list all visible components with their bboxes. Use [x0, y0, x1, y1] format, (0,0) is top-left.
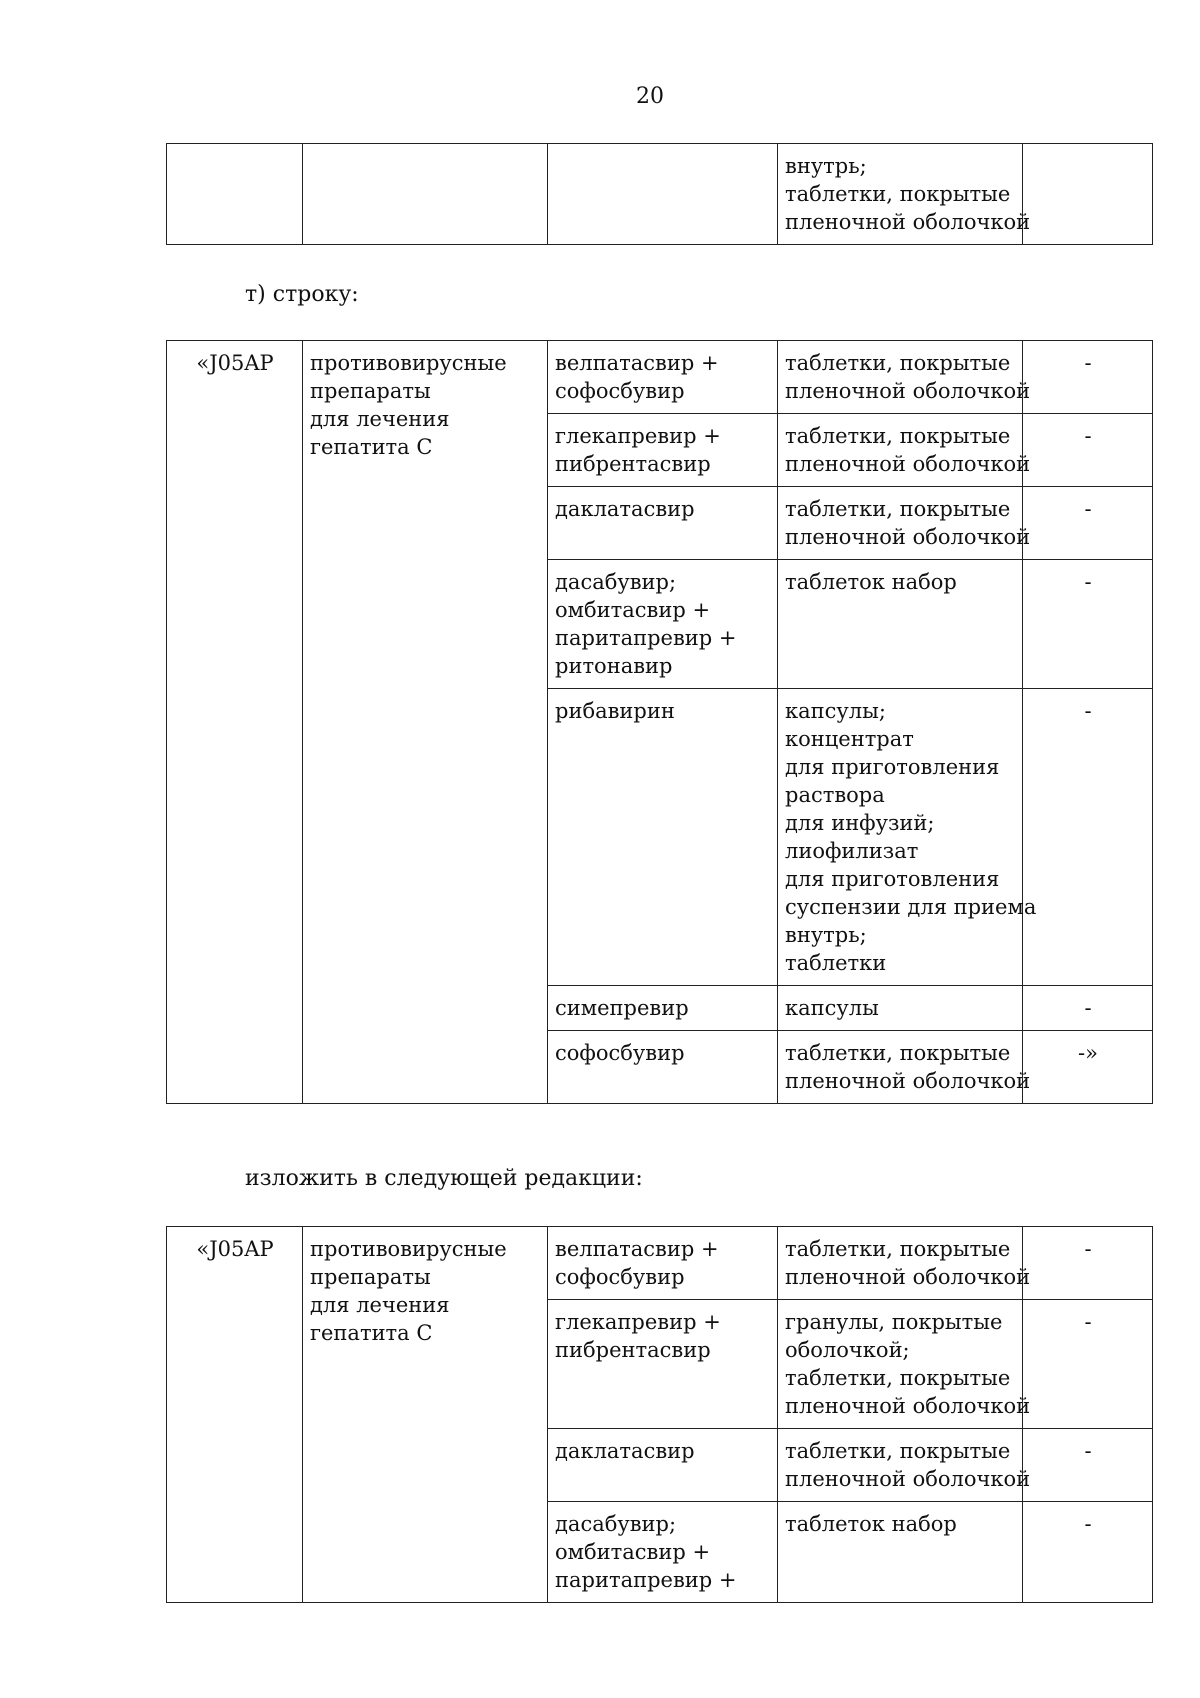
drug-name	[548, 487, 778, 560]
note-cell: -	[1023, 1429, 1153, 1502]
dosage-form	[778, 414, 1031, 487]
form-line: таблеток набор	[785, 570, 957, 594]
drug-line: даклатасвир	[555, 1439, 695, 1463]
dosage-form	[778, 1227, 1031, 1300]
paragraph-t: т) строку:	[245, 282, 359, 307]
form-line: внутрь;	[785, 154, 867, 178]
dosage-form	[778, 487, 1031, 560]
atc-code: «J05AP	[167, 341, 303, 1104]
dosage-form	[778, 986, 1023, 1031]
drug-name	[548, 689, 778, 986]
table-row	[167, 144, 1153, 245]
drug-line: пибрентасвир	[555, 1338, 711, 1362]
form-line: раствора	[785, 783, 885, 807]
note-cell: -	[1023, 560, 1153, 689]
group-line: для лечения	[310, 407, 450, 431]
cell-code	[167, 144, 303, 245]
drug-line: рибавирин	[555, 699, 675, 723]
drug-line: паритапревир +	[555, 626, 737, 650]
dosage-form	[778, 689, 1037, 986]
form-line: таблетки, покрытые	[785, 182, 1011, 206]
drug-line: велпатасвир +	[555, 1237, 719, 1261]
drug-line: даклатасвир	[555, 497, 695, 521]
drug-line: ритонавир	[555, 654, 673, 678]
form-line: пленочной оболочкой	[785, 1265, 1031, 1289]
form-line: таблетки, покрытые	[785, 1041, 1011, 1065]
group-line: для лечения	[310, 1293, 450, 1317]
form-line: концентрат	[785, 727, 914, 751]
dosage-form	[778, 1429, 1031, 1502]
form-line: внутрь;	[785, 923, 867, 947]
form-line: таблетки, покрытые	[785, 1366, 1011, 1390]
form-line: таблетки	[785, 951, 887, 975]
note-cell: -	[1023, 1300, 1153, 1429]
form-line: пленочной оболочкой	[785, 210, 1031, 234]
table-row	[167, 341, 1153, 414]
drug-line: омбитасвир +	[555, 1540, 711, 1564]
drug-group	[303, 1227, 548, 1603]
drug-line: симепревир	[555, 996, 689, 1020]
note-cell: -	[1023, 986, 1153, 1031]
form-line: пленочной оболочкой	[785, 452, 1031, 476]
drug-line: дасабувир;	[555, 1512, 677, 1536]
form-line: пленочной оболочкой	[785, 525, 1031, 549]
form-line: капсулы;	[785, 699, 886, 723]
form-line: лиофилизат	[785, 839, 919, 863]
form-line: гранулы, покрытые	[785, 1310, 1003, 1334]
form-line: для приготовления	[785, 867, 1000, 891]
group-line: гепатита С	[310, 1321, 433, 1345]
drug-name	[548, 560, 778, 689]
drug-line: дасабувир;	[555, 570, 677, 594]
form-line: таблетки, покрытые	[785, 497, 1011, 521]
drug-name	[548, 414, 778, 487]
group-line: препараты	[310, 1265, 431, 1289]
drug-name	[548, 1300, 778, 1429]
drug-name	[548, 1502, 778, 1603]
form-line: оболочкой;	[785, 1338, 910, 1362]
note-cell: -	[1023, 414, 1153, 487]
form-line: капсулы	[785, 996, 879, 1020]
drug-name	[548, 1429, 778, 1502]
form-line: суспензии для приема	[785, 895, 1037, 919]
dosage-form	[778, 1300, 1031, 1429]
cell-form	[778, 144, 1031, 245]
group-line: противовирусные	[310, 1237, 507, 1261]
dosage-form	[778, 341, 1031, 414]
drug-line: пибрентасвир	[555, 452, 711, 476]
drug-name	[548, 986, 778, 1031]
form-line: таблетки, покрытые	[785, 1439, 1011, 1463]
note-cell: -	[1023, 487, 1153, 560]
drug-name	[548, 341, 778, 414]
group-line: препараты	[310, 379, 431, 403]
cell-group	[303, 144, 548, 245]
drug-line: софосбувир	[555, 1265, 685, 1289]
paragraph-izlozhit: изложить в следующей редакции:	[245, 1166, 643, 1191]
form-line: пленочной оболочкой	[785, 1467, 1031, 1491]
drug-group	[303, 341, 548, 1104]
note-cell: -	[1023, 689, 1153, 986]
atc-code: «J05AP	[167, 1227, 303, 1603]
form-line: для приготовления	[785, 755, 1000, 779]
form-line: таблетки, покрытые	[785, 1237, 1011, 1261]
form-line: для инфузий;	[785, 811, 935, 835]
dosage-form	[778, 1502, 1023, 1603]
form-line: таблетки, покрытые	[785, 424, 1011, 448]
drug-line: софосбувир	[555, 1041, 685, 1065]
drug-name	[548, 1031, 778, 1104]
drug-line: глекапревир +	[555, 1310, 721, 1334]
continuation-table	[166, 143, 1153, 245]
note-cell: -	[1023, 1502, 1153, 1603]
cell-note	[1023, 144, 1153, 245]
form-line: таблеток набор	[785, 1512, 957, 1536]
form-line: пленочной оболочкой	[785, 379, 1031, 403]
form-line: пленочной оболочкой	[785, 1069, 1031, 1093]
page-number: 20	[636, 84, 664, 109]
group-line: гепатита С	[310, 435, 433, 459]
table-row	[167, 1227, 1153, 1300]
cell-drug	[548, 144, 778, 245]
drug-line: велпатасвир +	[555, 351, 719, 375]
form-line: пленочной оболочкой	[785, 1394, 1031, 1418]
drug-line: паритапревир +	[555, 1568, 737, 1592]
note-cell: -	[1023, 1227, 1153, 1300]
dosage-form	[778, 1031, 1031, 1104]
dosage-form	[778, 560, 1023, 689]
drug-line: омбитасвир +	[555, 598, 711, 622]
note-cell: -	[1023, 341, 1153, 414]
note-cell: -»	[1023, 1031, 1153, 1104]
drug-line: глекапревир +	[555, 424, 721, 448]
form-line: таблетки, покрытые	[785, 351, 1011, 375]
group-line: противовирусные	[310, 351, 507, 375]
new-drug-table	[166, 1226, 1153, 1603]
drug-name	[548, 1227, 778, 1300]
drug-line: софосбувир	[555, 379, 685, 403]
old-drug-table	[166, 340, 1153, 1104]
